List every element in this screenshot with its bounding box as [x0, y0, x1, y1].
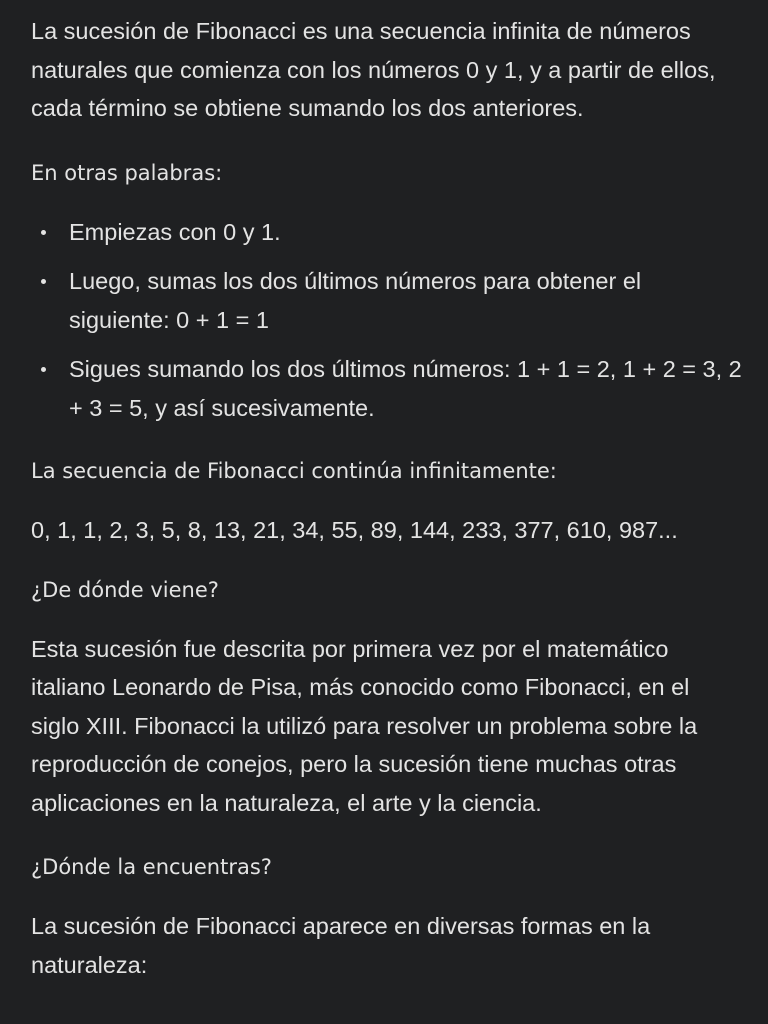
list-item-text: Empiezas con 0 y 1. [69, 218, 281, 245]
bullet-icon [41, 279, 46, 284]
in-other-words-label: En otras palabras: [31, 160, 223, 185]
where-heading: ¿Dónde la encuentras? [31, 855, 272, 879]
list-item [31, 262, 743, 339]
list-item [31, 213, 743, 252]
list-item [31, 350, 743, 427]
where-paragraph: La sucesión de Fibonacci aparece en diversas formas en la naturaleza: [31, 913, 651, 978]
list-item-text: Luego, sumas los dos últimos números para obtener el siguiente: 0 + 1 = 1 [69, 268, 642, 333]
origin-heading: ¿De dónde viene? [31, 577, 219, 602]
response-content [31, 12, 743, 984]
explanation-list [31, 213, 743, 428]
fibonacci-sequence: 0, 1, 1, 2, 3, 5, 8, 13, 21, 34, 55, 89, 144, 233, 377, 610, 987... [31, 517, 678, 543]
list-item-text: Sigues sumando los dos últimos números: 1 + 1 = 2, 1 + 2 = 3, 2 + 3 = 5, y así sucesivamente. [69, 356, 742, 421]
continues-label: La secuencia de Fibonacci continúa infinitamente: [31, 459, 557, 483]
bullet-icon [41, 367, 46, 372]
bullet-icon [41, 230, 46, 235]
origin-paragraph: Esta sucesión fue descrita por primera vez por el matemático italiano Leonardo de Pisa, más conocido como Fibonacci, en el siglo XIII. Fibonacci la utilizó para resolver un problema sobre la reproducción de conejos, pero la sucesión tiene muchas otras aplicaciones en la naturaleza, el arte y la ciencia. [31, 635, 698, 816]
intro-paragraph: La sucesión de Fibonacci es una secuencia infinita de números naturales que comienza con los números 0 y 1, y a partir de ellos, cada término se obtiene sumando los dos anteriores. [31, 18, 716, 121]
